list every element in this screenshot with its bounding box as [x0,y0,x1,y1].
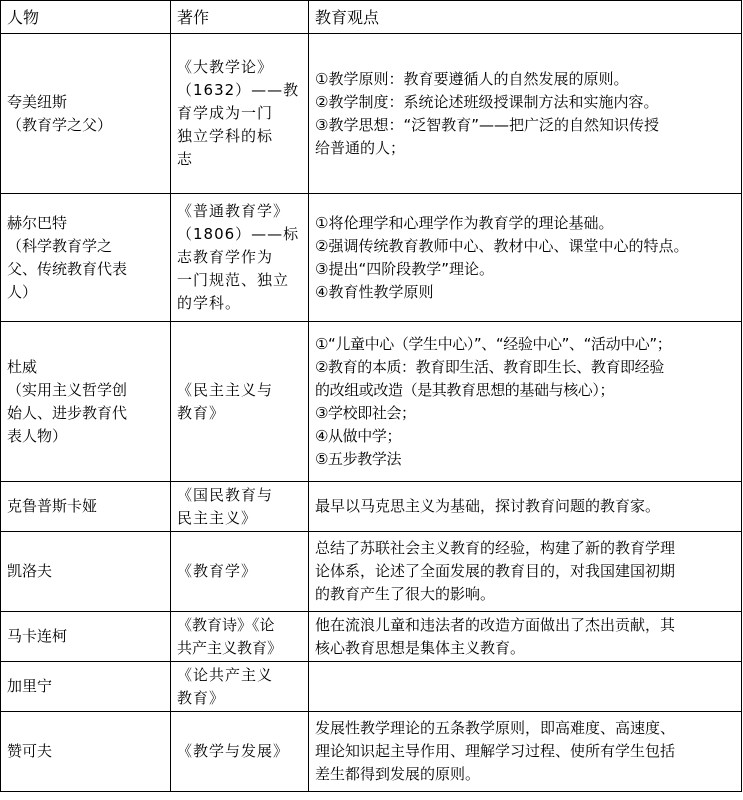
work-line: 教育》 [177,688,226,707]
header-person: 人物 [1,1,171,34]
person-cell [1,34,171,194]
person-title: 表人物） [7,426,68,445]
work-line: 《教学与发展》 [177,742,290,760]
work-line: 志教育学作为 [177,248,274,266]
view-line: 总结了苏联社会主义教育的经验，构建了新的教育学理 [315,539,676,557]
work-cell [171,194,309,322]
view-line: ①将伦理学和心理学作为教育学的理论基础。 [315,213,614,232]
person-cell [1,482,171,532]
person-name: 克鲁普斯卡娅 [7,497,98,515]
table-row [1,194,742,322]
work-line: 独立学科的标 [177,127,274,145]
person-cell [1,322,171,482]
view-line: 最早以马克思主义为基础，探讨教育问题的教育家。 [315,497,661,515]
work-line: 育学成为一门 [177,104,274,122]
views-cell [309,662,742,712]
table-row [1,482,742,532]
work-cell [171,482,309,532]
person-name: 凯洛夫 [7,562,53,580]
person-name: 赫尔巴特 [7,213,68,232]
view-line: 核心教育思想是集体主义教育。 [315,638,526,657]
table-row [1,712,742,792]
views-cell [309,322,742,482]
work-line: 《国民教育与 [177,485,274,504]
view-line: 差生都得到发展的原则。 [315,765,481,783]
work-line: 一门规范、独立 [177,271,290,289]
person-cell [1,662,171,712]
work-line: 教育》 [177,403,226,422]
person-cell [1,612,171,662]
person-name: 赞可夫 [7,742,53,760]
person-title: 人） [7,282,38,301]
work-cell [171,34,309,194]
person-cell [1,712,171,792]
view-line: ⑤五步教学法 [315,449,402,468]
view-line: 给普通的人； [315,138,406,157]
view-line: ③提出“四阶段教学”理论。 [315,259,494,278]
person-title: 父、传统教育代表 [7,259,128,278]
work-line: 《民主主义与 [177,380,274,399]
work-line: 志 [177,150,194,168]
work-cell [171,662,309,712]
header-row [1,1,742,34]
person-title: （实用主义哲学创 [7,380,128,399]
header-work: 著作 [171,1,309,34]
view-line: 的教育产生了很大的影响。 [315,585,496,603]
views-cell [309,612,742,662]
person-cell [1,194,171,322]
view-line: 的改组或改造（是其教育思想的基础与核心）； [315,380,615,399]
view-line: 他在流浪儿童和违法者的改造方面做出了杰出贡献，其 [315,615,676,634]
work-cell [171,532,309,612]
work-line: 《教育诗》《论 [177,615,275,634]
person-title: 始人、进步教育代 [7,403,128,422]
person-title: （教育学之父） [7,115,113,134]
work-line: （1632）——教 [177,81,300,99]
view-line: ④从做中学； [315,426,402,445]
table-row [1,34,742,194]
views-cell [309,532,742,612]
work-line: 《论共产主义 [177,665,274,684]
person-name: 马卡连柯 [7,627,68,645]
view-line: 理论知识起主导作用、理解学习过程、使所有学生包括 [315,742,676,760]
table-row [1,532,742,612]
header-views: 教育观点 [309,1,742,34]
person-title: （科学教育学之 [7,236,113,255]
view-line: ③学校即社会； [315,403,416,422]
work-cell [171,612,309,662]
work-line: （1806）——标 [177,225,300,243]
person-name: 加里宁 [7,677,53,695]
table-row [1,322,742,482]
view-line: ②教学制度：系统论述班级授课制方法和实施内容。 [315,92,659,111]
person-name: 杜威 [7,357,38,376]
views-cell [309,482,742,532]
table-row [1,612,742,662]
work-line: 《教育学》 [177,562,258,580]
view-line: ①“儿童中心（学生中心）”、“经验中心”、“活动中心”； [315,334,672,353]
views-cell [309,194,742,322]
view-line: ③教学思想：“泛智教育”——把广泛的自然知识传授 [315,115,659,134]
person-cell [1,532,171,612]
view-line: 发展性教学理论的五条教学原则，即高难度、高速度、 [315,719,676,737]
work-line: 《大教学论》 [177,58,274,76]
view-line: ①教学原则：教育要遵循人的自然发展的原则。 [315,69,629,88]
views-cell [309,712,742,792]
work-line: 民主主义》 [177,508,258,527]
view-line: ④教育性教学原则 [315,282,434,301]
work-line: 《普通教育学》 [177,202,290,220]
view-line: 论体系，论述了全面发展的教育目的，对我国建国初期 [315,562,676,580]
table-row [1,662,742,712]
work-line: 共产主义教育》 [177,638,283,657]
work-cell [171,712,309,792]
view-line: ②教育的本质：教育即生活、教育即生长、教育即经验 [315,357,664,376]
person-name: 夸美纽斯 [7,92,68,111]
work-line: 的学科。 [177,294,242,312]
work-cell [171,322,309,482]
views-cell [309,34,742,194]
view-line: ②强调传统教育教师中心、教材中心、课堂中心的特点。 [315,236,689,255]
